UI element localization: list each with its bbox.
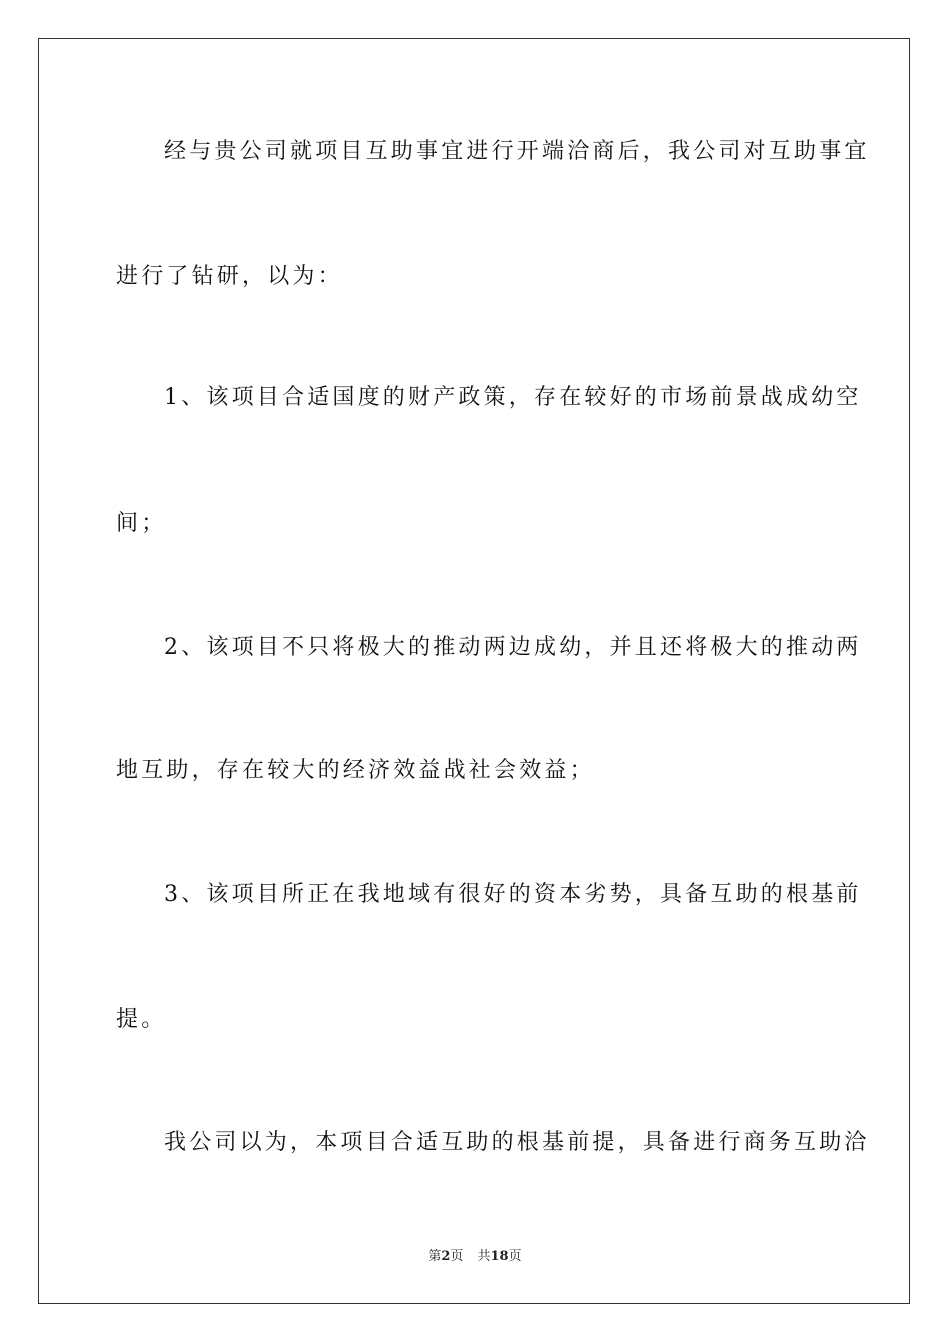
paragraph-line: 3、该项目所正在我地域有很好的资本劣势，具备互助的根基前 (164, 882, 862, 907)
page-border (38, 38, 910, 1304)
paragraph-line: 地互助，存在较大的经济效益战社会效益； (116, 758, 595, 783)
footer-page-suffix: 页 (450, 1249, 464, 1264)
paragraph-line: 我公司以为，本项目合适互助的根基前提，具备进行商务互助洽 (164, 1130, 870, 1155)
paragraph-line: 提。 (116, 1007, 167, 1032)
page-footer (0, 1245, 950, 1264)
footer-total-prefix: 共 (477, 1249, 491, 1264)
footer-total-pages: 18 (490, 1249, 509, 1264)
footer-page-prefix: 第 (428, 1249, 442, 1264)
paragraph-line: 进行了钻研，以为： (116, 264, 343, 289)
paragraph-line: 1、该项目合适国度的财产政策，存在较好的市场前景战成幼空 (164, 385, 862, 410)
paragraph-line: 2、该项目不只将极大的推动两边成幼，并且还将极大的推动两 (164, 635, 862, 660)
paragraph-line: 经与贵公司就项目互助事宜进行开端洽商后，我公司对互助事宜 (164, 139, 870, 164)
paragraph-line: 间； (116, 511, 167, 536)
footer-page-number: 2 (441, 1249, 451, 1264)
footer-total-suffix: 页 (508, 1249, 522, 1264)
